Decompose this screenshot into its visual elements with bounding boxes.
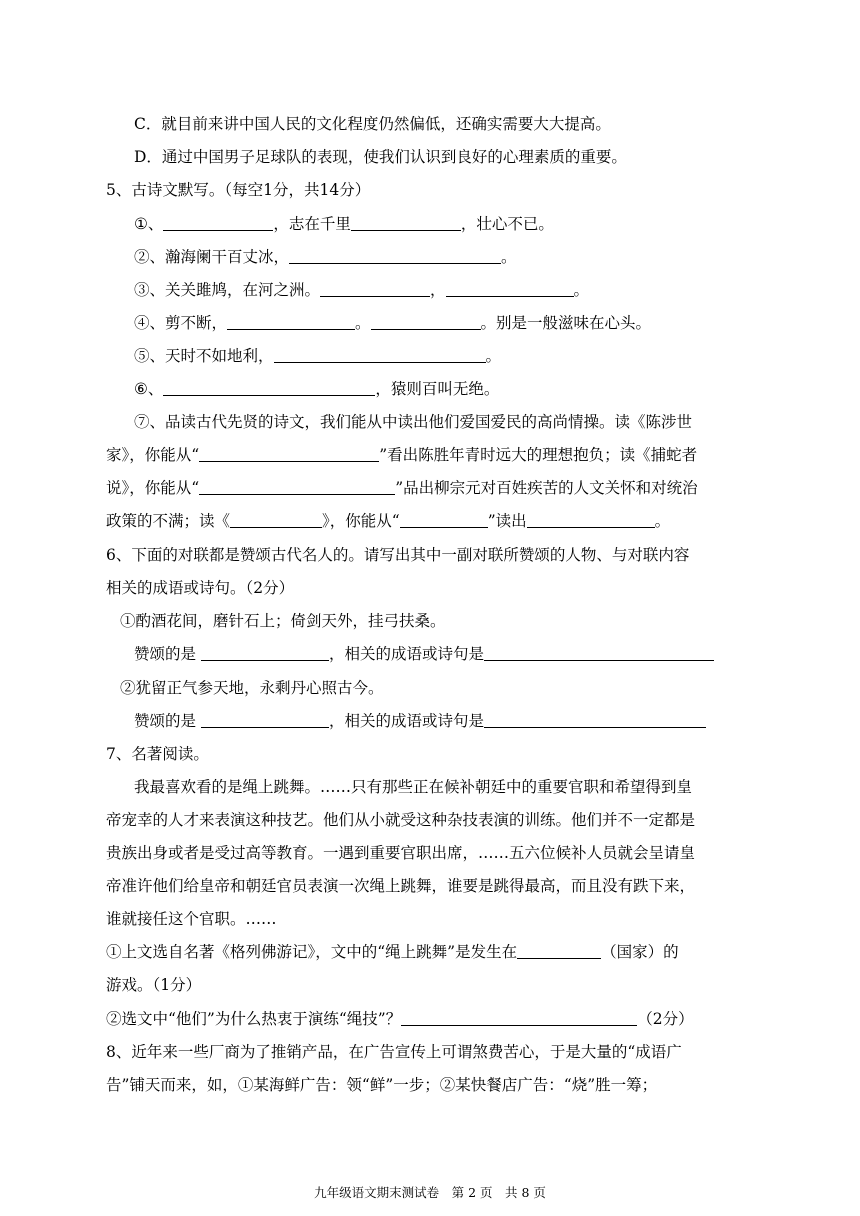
blank[interactable] <box>201 712 329 728</box>
q6-line-2: 相关的成语或诗句。（2分） <box>106 579 295 597</box>
q5-line-7a: ⑦、品读古代先贤的诗文，我们能从中读出他们爱国爱民的高尚情操。读《陈涉世 <box>134 413 693 431</box>
q6-line-1: 6、下面的对联都是赞颂古代名人的。请写出其中一副对联所赞颂的人物、与对联内容 <box>106 546 690 564</box>
q7-passage-4: 帝准许他们给皇帝和朝廷官员表演一次绳上跳舞，谁要是跳得最高，而且没有跌下来， <box>106 877 696 895</box>
q5-line-7d: 政策的不满；读《 》，你能从“ ”读出 。 <box>106 512 671 530</box>
blank[interactable] <box>274 347 486 363</box>
q5-line-4: ④、剪不断， 。 。别是一般滋味在心头。 <box>134 314 652 332</box>
blank[interactable] <box>199 446 379 462</box>
q7-passage-1: 我最喜欢看的是绳上跳舞。……只有那些正在候补朝廷中的重要官职和希望得到皇 <box>134 778 693 796</box>
blank[interactable] <box>163 380 375 396</box>
blank[interactable] <box>446 281 574 297</box>
q7-sub-1: ①上文选自名著《格列佛游记》，文中的“绳上跳舞”是发生在 （国家）的 <box>106 943 679 961</box>
blank[interactable] <box>484 712 706 728</box>
q5-line-1: ①、 ，志在千里 ，壮心不已。 <box>134 215 554 233</box>
q6-prompt-1: 赞颂的是 ，相关的成语或诗句是 <box>134 644 714 664</box>
q7-title: 7、名著阅读。 <box>106 745 209 763</box>
q8-line-2: 告”铺天而来，如，①某海鲜广告：领“鲜”一步；②某快餐店广告：“烧”胜一筹； <box>106 1076 658 1094</box>
page-footer: 九年级语文期末测试卷 第 2 页 共 8 页 <box>314 1185 546 1200</box>
q5-line-7b: 家》，你能从“ ”看出陈胜年青时远大的理想抱负；读《捕蛇者 <box>106 446 698 464</box>
q7-sub-1-cont: 游戏。（1分） <box>106 976 202 994</box>
option-c: C．就目前来讲中国人民的文化程度仍然偏低，还确实需要大大提高。 <box>134 115 611 133</box>
q6-couplet-1: ①酌酒花间，磨针石上；倚剑天外，挂弓扶桑。 <box>120 612 446 630</box>
q8-line-1: 8、近年来一些厂商为了推销产品，在广告宣传上可谓煞费苦心，于是大量的“成语广 <box>106 1043 682 1061</box>
q7-passage-3: 贵族出身或者是受过高等教育。一遇到重要官职出席，……五六位候补人员就会呈请皇 <box>106 844 696 862</box>
blank[interactable] <box>163 215 273 231</box>
blank[interactable] <box>371 314 481 330</box>
q5-line-5: ⑤、天时不如地利， 。 <box>134 347 502 365</box>
blank[interactable] <box>227 314 355 330</box>
blank[interactable] <box>527 512 655 528</box>
blank[interactable] <box>201 645 329 661</box>
q6-prompt-2: 赞颂的是 ，相关的成语或诗句是 <box>134 711 706 731</box>
blank[interactable] <box>320 281 430 297</box>
blank[interactable] <box>400 512 488 528</box>
q5-title: 5、古诗文默写。（每空1分，共14分） <box>106 181 371 199</box>
q5-line-3: ③、关关雎鸠，在河之洲。 ， 。 <box>134 281 590 299</box>
q5-line-6: ⑥、 ，猿则百叫无绝。 <box>134 380 500 398</box>
option-d: D．通过中国男子足球队的表现，使我们认识到良好的心理素质的重要。 <box>134 148 627 166</box>
q7-passage-2: 帝宠幸的人才来表演这种技艺。他们从小就受这种杂技表演的训练。他们并不一定都是 <box>106 811 696 829</box>
blank[interactable] <box>517 943 601 959</box>
q5-line-2: ②、瀚海阑干百丈冰， 。 <box>134 248 517 266</box>
blank[interactable] <box>289 248 501 264</box>
q6-couplet-2: ②犹留正气参天地，永剩丹心照古今。 <box>120 679 384 697</box>
q7-passage-5: 谁就接任这个官职。…… <box>106 910 277 928</box>
blank[interactable] <box>401 1010 637 1026</box>
q5-line-7c: 说》，你能从“ ”品出柳宗元对百姓疾苦的人文关怀和对统治 <box>106 479 698 497</box>
q7-sub-2: ②选文中“他们”为什么热衷于演练“绳技”？ （2分） <box>106 1010 694 1028</box>
blank[interactable] <box>351 215 461 231</box>
blank[interactable] <box>230 512 322 528</box>
blank[interactable] <box>199 479 395 495</box>
blank[interactable] <box>484 645 714 661</box>
